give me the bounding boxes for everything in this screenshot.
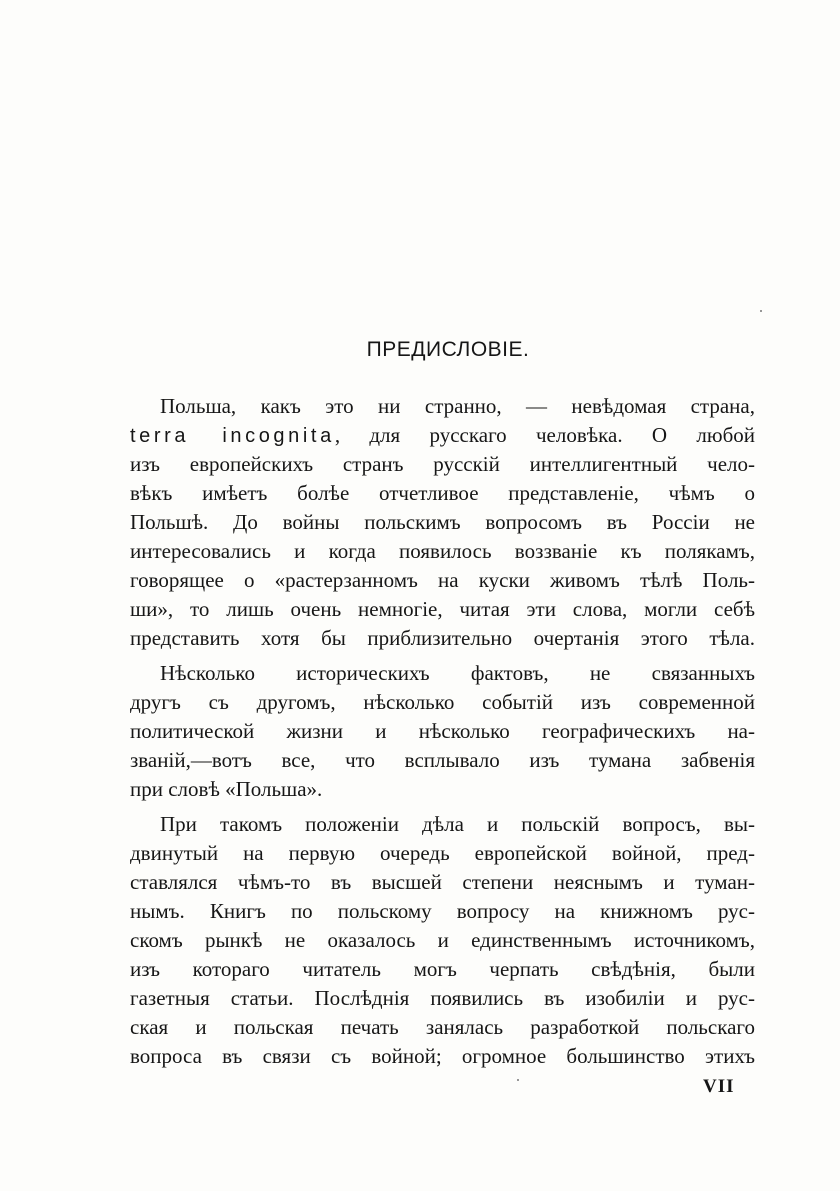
paragraph-1-line-5: Польшѣ. До войны польскимъ вопросомъ въ Россіи не bbox=[130, 510, 755, 534]
paragraph-3-line-4: нымъ. Книгъ по польскому вопросу на книжномъ рус- bbox=[130, 899, 755, 923]
paragraph-1-line-2-rest: , для русскаго человѣка. О любой bbox=[334, 423, 755, 447]
page-title: ПРЕДИСЛОВІЕ. bbox=[366, 338, 530, 361]
paragraph-2-line-3: политической жизни и нѣсколько географическихъ на- bbox=[130, 719, 755, 743]
paragraph-1-line-8: ши», то лишь очень немногіе, читая эти слова, могли себѣ bbox=[130, 597, 755, 621]
paragraph-1-line-3: изъ европейскихъ странъ русскій интеллигентный чело- bbox=[130, 452, 755, 476]
paragraph-2-line-4: званій,—вотъ все, что всплывало изъ тумана забвенія bbox=[130, 748, 755, 772]
scan-speck bbox=[760, 310, 762, 312]
paragraph-1-line-4: вѣкъ имѣетъ болѣе отчетливое представленіе, чѣмъ о bbox=[130, 481, 755, 505]
paragraph-3-line-6: изъ котораго читатель могъ черпать свѣдѣнія, были bbox=[130, 957, 755, 981]
paragraph-3-line-5: скомъ рынкѣ не оказалось и единственнымъ источникомъ, bbox=[130, 928, 755, 952]
paragraph-3-line-3: ставлялся чѣмъ-то въ высшей степени неяснымъ и туман- bbox=[130, 870, 755, 894]
paragraph-3-line-1: При такомъ положеніи дѣла и польскій вопросъ, вы- bbox=[160, 812, 755, 836]
paragraph-2-line-2: другъ съ другомъ, нѣсколько событій изъ современной bbox=[130, 690, 755, 714]
paragraph-2-line-1: Нѣсколько историческихъ фактовъ, не связанныхъ bbox=[160, 661, 755, 685]
paragraph-1-line-2 bbox=[130, 421, 755, 450]
page-number: VII bbox=[703, 1076, 735, 1097]
paragraph-3-line-2: двинутый на первую очередь европейской войной, пред- bbox=[130, 841, 755, 865]
paragraph-3-line-9: вопроса въ связи съ войной; огромное большинство этихъ bbox=[130, 1044, 755, 1068]
paragraph-3-line-8: ская и польская печать занялась разработкой польскаго bbox=[130, 1015, 755, 1039]
scan-speck bbox=[517, 1079, 519, 1081]
paragraph-3-line-7: газетныя статьи. Послѣднія появились въ изобиліи и рус- bbox=[130, 986, 755, 1010]
paragraph-2-line-5: при словѣ «Польша». bbox=[130, 777, 323, 801]
body-text bbox=[130, 392, 755, 1071]
paragraph-1-line-7: говорящее о «растерзанномъ на куски живомъ тѣлѣ Поль- bbox=[130, 568, 755, 592]
paragraph-1-line-6: интересовались и когда появилось воззваніе къ полякамъ, bbox=[130, 539, 755, 563]
paragraph-1-line-9: представить хотя бы приблизительно очертанія этого тѣла. bbox=[130, 626, 755, 650]
latin-phrase: terra incognita bbox=[130, 425, 335, 447]
paragraph-1-line-1: Польша, какъ это ни странно, — невѣдомая страна, bbox=[160, 394, 755, 418]
